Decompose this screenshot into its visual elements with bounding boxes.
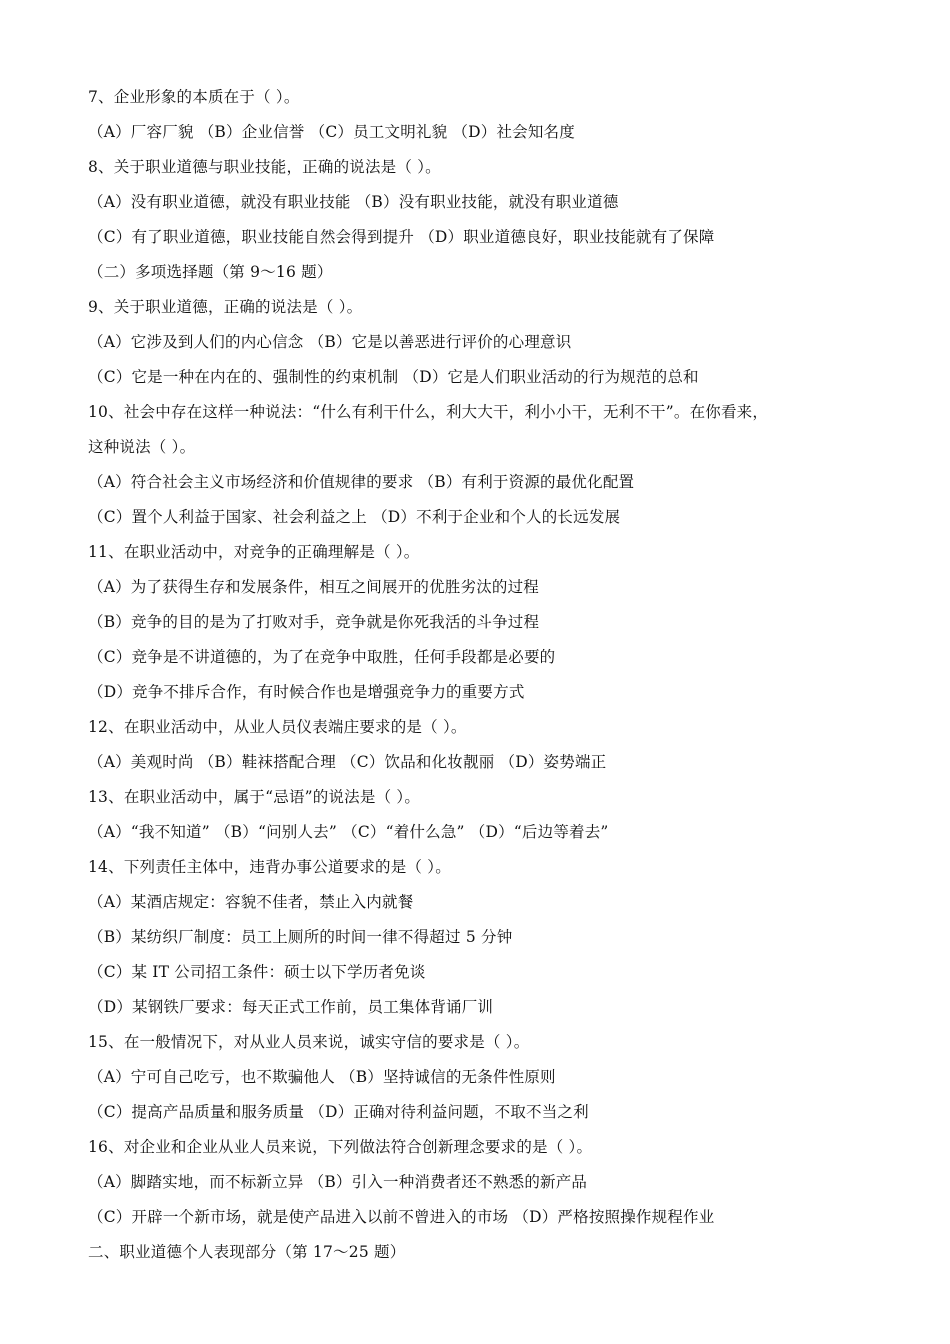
question-15-stem: 15、在一般情况下，对从业人员来说，诚实守信的要求是（ ）。	[88, 1033, 530, 1051]
question-10-options-cd: （C）置个人利益于国家、社会利益之上 （D）不利于企业和个人的长远发展	[88, 508, 621, 526]
question-9-options-ab: （A）它涉及到人们的内心信念 （B）它是以善恶进行评价的心理意识	[88, 333, 572, 351]
question-15-options-ab: （A）宁可自己吃亏，也不欺骗他人 （B）坚持诚信的无条件性原则	[88, 1068, 556, 1086]
question-11-stem: 11、在职业活动中，对竞争的正确理解是（ ）。	[88, 543, 420, 561]
question-13-options: （A）“我不知道” （B）“问别人去” （C）“着什么急” （D）“后边等着去”	[88, 823, 609, 841]
section-heading-personal-performance: 二、职业道德个人表现部分（第 17～25 题）	[88, 1243, 406, 1261]
question-10-stem-continued: 这种说法（ ）。	[88, 438, 196, 456]
question-8-options-ab: （A）没有职业道德，就没有职业技能 （B）没有职业技能，就没有职业道德	[88, 193, 619, 211]
question-10-options-ab: （A）符合社会主义市场经济和价值规律的要求 （B）有利于资源的最优化配置	[88, 473, 635, 491]
question-9-options-cd: （C）它是一种在内在的、强制性的约束机制 （D）它是人们职业活动的行为规范的总和	[88, 368, 699, 386]
question-8-options-cd: （C）有了职业道德，职业技能自然会得到提升 （D）职业道德良好，职业技能就有了保障	[88, 228, 715, 246]
question-11-option-a: （A）为了获得生存和发展条件，相互之间展开的优胜劣汰的过程	[88, 578, 539, 596]
question-11-option-d: （D）竞争不排斥合作，有时候合作也是增强竞争力的重要方式	[88, 683, 525, 701]
question-9-stem: 9、关于职业道德，正确的说法是（ ）。	[88, 298, 363, 316]
question-14-option-a: （A）某酒店规定：容貌不佳者，禁止入内就餐	[88, 893, 414, 911]
question-14-option-d: （D）某钢铁厂要求：每天正式工作前，员工集体背诵厂训	[88, 998, 494, 1016]
section-heading-multiple-choice: （二）多项选择题（第 9～16 题）	[88, 263, 333, 281]
question-8-stem: 8、关于职业道德与职业技能，正确的说法是（ ）。	[88, 158, 441, 176]
question-16-options-cd: （C）开辟一个新市场，就是使产品进入以前不曾进入的市场 （D）严格按照操作规程作业	[88, 1208, 715, 1226]
question-14-option-c: （C）某 IT 公司招工条件：硕士以下学历者免谈	[88, 963, 426, 981]
question-14-stem: 14、下列责任主体中，违背办事公道要求的是（ ）。	[88, 858, 451, 876]
question-12-stem: 12、在职业活动中，从业人员仪表端庄要求的是（ ）。	[88, 718, 467, 736]
question-11-option-c: （C）竞争是不讲道德的，为了在竞争中取胜，任何手段都是必要的	[88, 648, 556, 666]
question-16-options-ab: （A）脚踏实地，而不标新立异 （B）引入一种消费者还不熟悉的新产品	[88, 1173, 588, 1191]
question-10-stem: 10、社会中存在这样一种说法：“什么有利干什么，利大大干，利小小干，无利不干”。在你看来，	[88, 403, 769, 421]
question-13-stem: 13、在职业活动中，属于“忌语”的说法是（ ）。	[88, 788, 421, 806]
question-15-options-cd: （C）提高产品质量和服务质量 （D）正确对待利益问题，不取不当之利	[88, 1103, 589, 1121]
question-11-option-b: （B）竞争的目的是为了打败对手，竞争就是你死我活的斗争过程	[88, 613, 540, 631]
question-14-option-b: （B）某纺织厂制度：员工上厕所的时间一律不得超过 5 分钟	[88, 928, 513, 946]
question-16-stem: 16、对企业和企业从业人员来说，下列做法符合创新理念要求的是（ ）。	[88, 1138, 593, 1156]
question-7-stem: 7、企业形象的本质在于（ ）。	[88, 88, 300, 106]
document-body	[88, 80, 868, 1270]
question-7-options: （A）厂容厂貌 （B）企业信誉 （C）员工文明礼貌 （D）社会知名度	[88, 123, 575, 141]
question-12-options: （A）美观时尚 （B）鞋袜搭配合理 （C）饮品和化妆靓丽 （D）姿势端正	[88, 753, 607, 771]
